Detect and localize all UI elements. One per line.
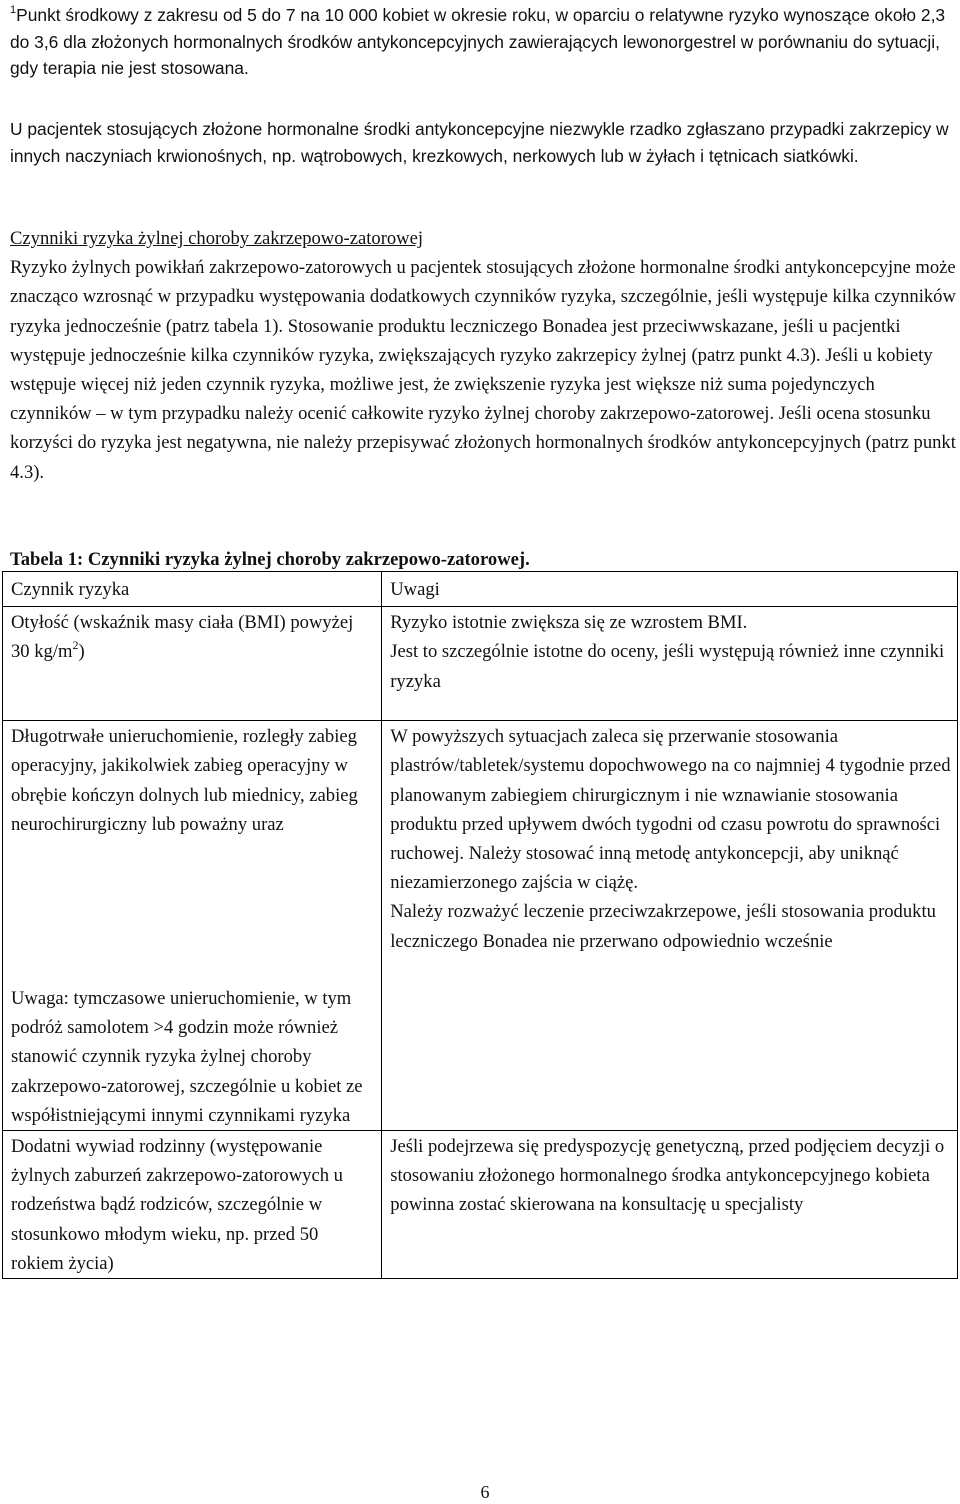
footnote-text: Punkt środkowy z zakresu od 5 do 7 na 10 000 kobiet w okresie roku, w oparciu o relatywne ryzyko wynoszące około 2,3 do 3,6 dla złożonych hormonalnych środków antykoncepcyjnych zawierających lewonorgestrel w porównaniu do sytuacji, gdy terapia nie jest stosowana. [10, 5, 946, 78]
superscript-two: 2 [72, 638, 79, 653]
note-line: Ryzyko istotnie zwiększa się ze wzrostem BMI. [390, 612, 748, 634]
factor-text: Długotrwałe unieruchomienie, rozległy zabieg operacyjny, jakikolwiek zabieg operacyjny w obrębie kończyn dolnych lub miednicy, zabieg neurochirurgiczny lub poważny uraz [11, 726, 358, 835]
section-body: Ryzyko żylnych powikłań zakrzepowo-zatorowych u pacjentek stosujących złożone hormonalne środki antykoncepcyjne może znacząco wzrosnąć w przypadku występowania dodatkowych czynników ryzyka, szczególnie, jeśli występuje kilka czynników ryzyka jednocześnie (patrz tabela 1). Stosowanie produktu leczniczego Bonadea jest przeciwwskazane, jeśli u pacjentki występuje jednocześnie kilka czynników ryzyka, zwiększających ryzyko zakrzepicy żylnej (patrz punkt 4.3). Jeśli u kobiety wstępuje więcej niż jeden czynnik ryzyka, możliwe jest, że zwiększenie ryzyka jest większe niż suma pojedynczych czynników – w tym przypadku należy ocenić całkowite ryzyko żylnej choroby zakrzepowo-zatorowej. Jeśli ocena stosunku korzyści do ryzyka jest negatywna, nie należy przepisywać złożonych hormonalnych środków antykoncepcyjnych (patrz punkt 4.3). [10, 257, 956, 483]
section-heading: Czynniki ryzyka żylnej choroby zakrzepowo-zatorowej [10, 228, 424, 249]
factor-cell-immobilisation [3, 721, 382, 1131]
note-line: Jest to szczególnie istotne do oceny, jeśli występują również inne czynniki ryzyka [390, 641, 945, 692]
notes-cell-family-history: Jeśli podejrzewa się predyspozycję genetyczną, przed podjęciem decyzji o stosowaniu złożonego hormonalnego środka antykoncepcyjnego kobieta powinna zostać skierowana na konsultację u specjalisty [382, 1131, 958, 1279]
factor-cell-family-history: Dodatni wywiad rodzinny (występowanie żylnych zaburzeń zakrzepowo-zatorowych u rodzeństwa bądź rodziców, szczególnie w stosunkowo młodym wieku, np. przed 50 rokiem życia) [3, 1131, 382, 1279]
notes-cell-immobilisation [382, 721, 958, 1131]
factor-note-text: Uwaga: tymczasowe unieruchomienie, w tym podróż samolotem >4 godzin może również stanowić czynnik ryzyka żylnej choroby zakrzepowo-zatorowej, szczególnie u kobiet ze współistniejącymi innymi czynnikami ryzyka [11, 988, 363, 1126]
footnote-marker: 1 [10, 4, 17, 16]
risk-factors-table [2, 571, 958, 1279]
table-row [3, 607, 958, 721]
header-risk-factor: Czynnik ryzyka [3, 572, 382, 607]
table-caption: Tabela 1: Czynniki ryzyka żylnej choroby zakrzepowo-zatorowej. [10, 549, 530, 570]
table-row [3, 721, 958, 1131]
table-row [3, 1131, 958, 1279]
cell-spacer [11, 839, 375, 984]
note-line: W powyższych sytuacjach zaleca się przerwanie stosowania plastrów/tabletek/systemu dopochwowego na co najmniej 4 tygodnie przed planowanym zabiegiem chirurgicznym i nie wznawianie stosowania produktu przed upływem dwóch tygodni od czasu powrotu do sprawności ruchowej. Należy stosować inną metodę antykoncepcji, aby uniknąć niezamierzonego zajścia w ciążę. [390, 726, 951, 894]
factor-cell-obesity [3, 607, 382, 721]
footnote [10, 2, 955, 82]
notes-cell-obesity [382, 607, 958, 721]
header-notes: Uwagi [382, 572, 958, 607]
page-number: 6 [480, 1482, 490, 1502]
factor-text: Otyłość (wskaźnik masy ciała (BMI) powyżej 30 kg/m [11, 612, 354, 663]
table-header-row [3, 572, 958, 607]
thrombosis-other-vessels-note: U pacjentek stosujących złożone hormonalne środki antykoncepcyjne niezwykle rzadko zgłaszano przypadki zakrzepicy w innych naczyniach krwionośnych, np. wątrobowych, krezkowych, nerkowych lub w żyłach i tętnicach siatkówki. [10, 119, 949, 166]
factor-text-end: ) [78, 641, 85, 663]
risk-factors-section [10, 224, 958, 487]
note-line: Należy rozważyć leczenie przeciwzakrzepowe, jeśli stosowania produktu leczniczego Bonadea nie przerwano odpowiednio wcześnie [390, 901, 936, 952]
